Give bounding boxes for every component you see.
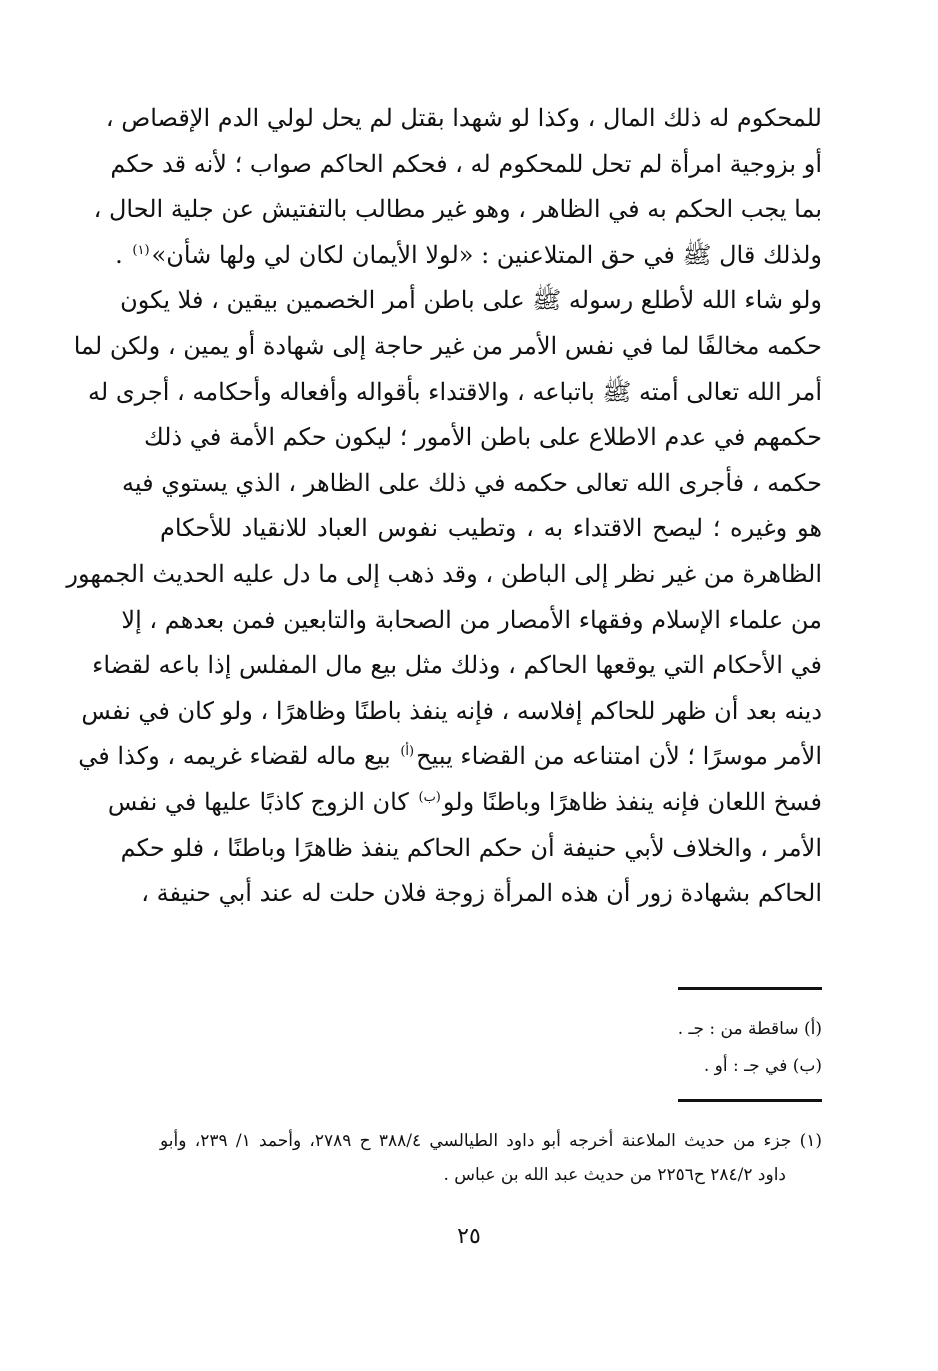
text-line-13: في الأحكام التي يوقعها الحاكم ، وذلك مثل بيع مال المفلس إذا باعه لقضاء (92, 651, 822, 680)
text-line-17: الأمر ، والخلاف لأبي حنيفة أن حكم الحاكم ينفذ ظاهرًا وباطنًا ، فلو حكم (120, 833, 822, 862)
variant-note-b: (ب) في جـ : أو . (703, 1056, 822, 1076)
footnote-1-line-2: داود ٢٨٤/٢ ح٢٢٥٦ من حديث عبد الله بن عباس . (443, 1165, 786, 1185)
text-line-5: ولو شاء الله لأطلع رسوله ﷺ على باطن أمر الخصمين بيقين ، فلا يكون (120, 286, 822, 315)
text-line-11: الظاهرة من غير نظر إلى الباطن ، وقد ذهب إلى ما دل عليه الحديث الجمهور (66, 559, 822, 588)
variant-reference-b: (ب) (418, 789, 441, 805)
text-line-14: دينه بعد أن ظهر للحاكم إفلاسه ، فإنه ينفذ باطنًا وظاهرًا ، ولو كان في نفس (81, 696, 822, 725)
main-text (66, 96, 822, 917)
text-line-7: أمر الله تعالى أمته ﷺ باتباعه ، والاقتداء بأقواله وأفعاله وأحكامه ، أجرى له (88, 377, 822, 406)
text-line-4: ولذلك قال ﷺ في حق المتلاعنين : «لولا الأيمان لكان لي ولها شأن»$^{(١)}$ . (115, 240, 822, 269)
text-line-10: هو وغيره ؛ ليصح الاقتداء به ، وتطيب نفوس العباد للانقياد للأحكام (160, 514, 822, 543)
text-line-16-start: فسخ اللعان فإنه ينفذ ظاهرًا وباطنًا ولو (442, 787, 822, 816)
text-line-1: للمحكوم له ذلك المال ، وكذا لو شهدا بقتل لم يحل لولي الدم الإقصاص ، (105, 104, 822, 132)
text-line-16 (107, 780, 822, 826)
footnotes-divider (678, 1099, 822, 1102)
footnote-reference-1: (١) (132, 242, 150, 258)
text-line-15-start: الأمر موسرًا ؛ لأن امتناعه من القضاء يبيح (416, 742, 822, 771)
text-line-16-end: كان الزوج كاذبًا عليها في نفس (107, 787, 409, 816)
variant-reference-a: (أ) (400, 744, 415, 760)
text-line-15 (78, 734, 822, 780)
text-line-3: بما يجب الحكم به في الظاهر ، وهو غير مطالب بالتفتيش عن جلية الحال ، (93, 195, 822, 224)
text-line-9: حكمه ، فأجرى الله تعالى حكمه في ذلك على الظاهر ، الذي يستوي فيه (122, 468, 822, 497)
footnote-1 (160, 1124, 822, 1192)
page-number: ٢٥ (457, 1224, 481, 1249)
text-line-8: حكمهم في عدم الاطلاع على باطن الأمور ؛ ليكون حكم الأمة في ذلك (143, 423, 822, 452)
text-line-2: أو بزوجية امرأة لم تحل للمحكوم له ، فحكم الحاكم صواب ؛ لأنه قد حكم (110, 149, 822, 178)
text-line-4-content: ولذلك قال ﷺ في حق المتلاعنين : «لولا الأيمان لكان لي ولها شأن» (151, 240, 822, 269)
footnote-1-line-1: (١) جزء من حديث الملاعنة أخرجه أبو داود الطيالسي ٣٨٨/٤ ح ٢٧٨٩، وأحمد ١/ ٢٣٩، وأبو (160, 1131, 823, 1151)
text-line-12: من علماء الإسلام وفقهاء الأمصار من الصحابة والتابعين فمن بعدهم ، إلا (121, 605, 822, 634)
text-line-18: الحاكم بشهادة زور أن هذه المرأة زوجة فلان حلت له عند أبي حنيفة ، (141, 879, 822, 908)
text-line-6: حكمه مخالفًا لما في نفس الأمر من غير حاجة إلى شهادة أو يمين ، ولكن لما (73, 331, 822, 360)
variant-note-a: (أ) ساقطة من : جـ . (677, 1019, 822, 1039)
text-line-15-end: بيع ماله لقضاء غريمه ، وكذا في (78, 742, 391, 771)
variants-divider (678, 987, 822, 990)
